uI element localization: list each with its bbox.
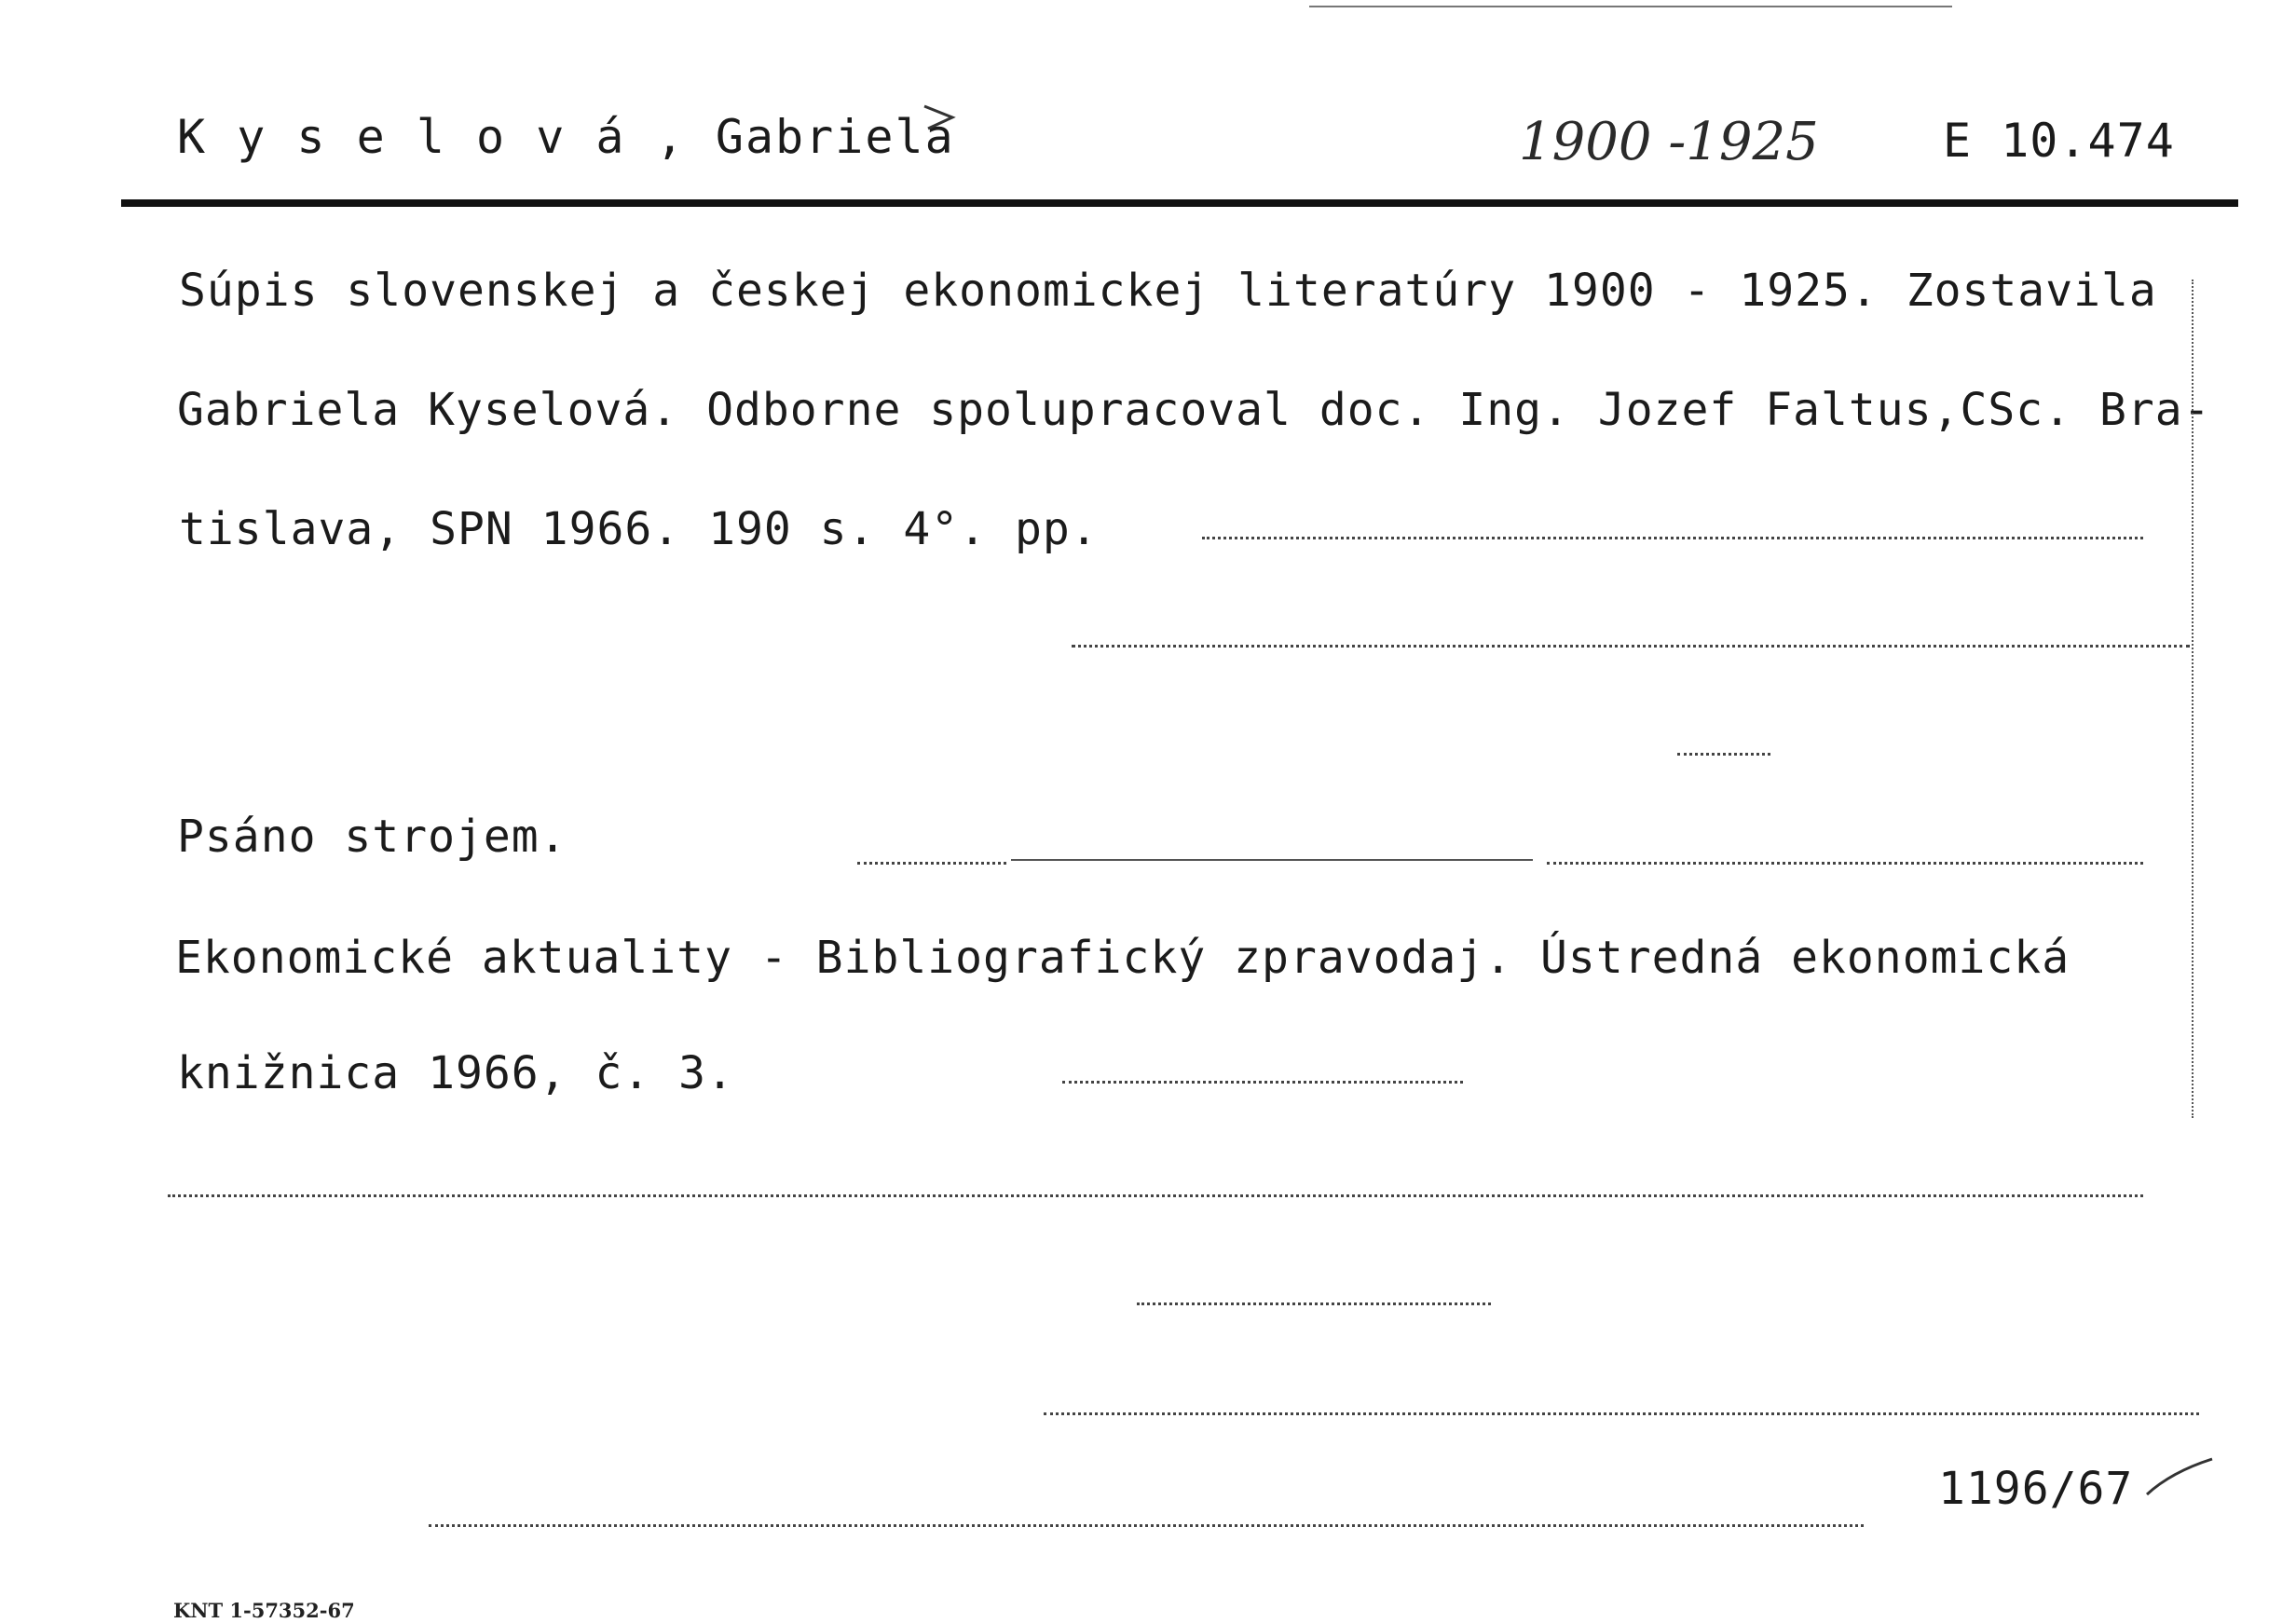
fill-dots — [1072, 645, 2190, 648]
note-underline — [1011, 859, 1533, 861]
accession-number: 1196/67 — [1938, 1463, 2134, 1515]
typewritten-note: Psáno strojem. — [177, 811, 567, 863]
top-faint-rule — [1309, 6, 1952, 7]
printer-mark: KNT 1-57352-67 — [173, 1599, 355, 1622]
fill-dots — [1044, 1412, 2199, 1415]
heading-rule — [121, 199, 2238, 207]
insertion-mark — [921, 101, 958, 138]
fill-dots — [1547, 862, 2143, 865]
call-number: E 10.474 — [1943, 114, 2175, 168]
record-line-2: Gabriela Kyselová. Odborne spolupracoval doc. Ing. Jozef Faltus,CSc. Bra- — [177, 384, 2211, 436]
date-range: 1900 -1925 — [1519, 112, 1819, 172]
fill-dots — [1062, 1081, 1463, 1084]
fill-dots — [857, 862, 1006, 865]
pencil-stroke — [2143, 1450, 2218, 1506]
source-line-1: Ekonomické aktuality - Bibliografický zpravodaj. Ústredná ekonomická — [175, 932, 2070, 984]
record-line-3: tislava, SPN 1966. 190 s. 4°. pp. — [179, 503, 1099, 555]
margin-dots — [2192, 280, 2194, 1118]
fill-dots — [429, 1524, 1864, 1527]
author-heading: K y s e l o v á , Gabriela — [177, 110, 955, 164]
fill-dots — [168, 1194, 2143, 1197]
fill-dots — [1202, 537, 2143, 539]
record-line-1: Súpis slovenskej a českej ekonomickej literatúry 1900 - 1925. Zostavila — [179, 265, 2157, 317]
fill-dots — [1137, 1302, 1491, 1305]
source-line-2: knižnica 1966, č. 3. — [177, 1047, 734, 1099]
fill-dots — [1677, 753, 1770, 756]
